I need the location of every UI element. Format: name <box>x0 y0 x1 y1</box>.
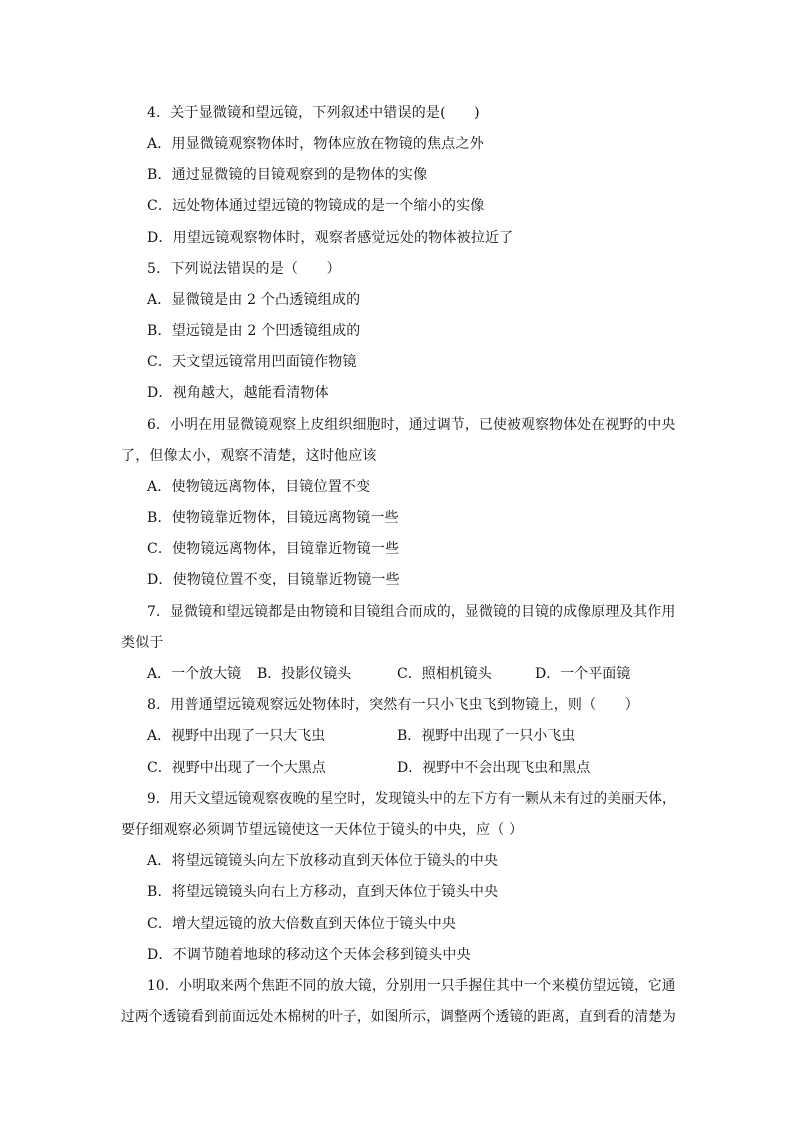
q4-stem: 4．关于显微镜和望远镜，下列叙述中错误的是( ) <box>147 105 480 121</box>
q8-option-c: C．视野中出现了一个大黑点 <box>147 760 326 776</box>
q4-option-b: B．通过显微镜的目镜观察到的是物体的实像 <box>147 167 428 183</box>
q7-option-c: C．照相机镜头 <box>397 666 492 682</box>
q10-stem-line2: 过两个透镜看到前面远处木棉树的叶子，如图所示，调整两个透镜的距离，直到看的清楚为 <box>121 1009 676 1025</box>
q4-option-a: A．用显微镜观察物体时，物体应放在物镜的焦点之外 <box>147 136 484 152</box>
q8-option-a: A．视野中出现了一只大飞虫 <box>147 728 326 744</box>
q7-option-d: D．一个平面镜 <box>535 666 631 682</box>
q9-option-b: B．将望远镜镜头向右上方移动，直到天体位于镜头中央 <box>147 884 499 900</box>
q7-option-b: B．投影仪镜头 <box>257 666 352 682</box>
q4-option-c: C．远处物体通过望远镜的物镜成的是一个缩小的实像 <box>147 198 485 214</box>
q6-option-d: D．使物镜位置不变，目镜靠近物镜一些 <box>147 572 400 588</box>
q6-stem-line2: 了，但像太小，观察不清楚，这时他应该 <box>121 448 377 464</box>
q8-option-b: B．视野中出现了一只小飞虫 <box>397 728 576 744</box>
q9-stem-line1: 9．用天文望远镜观察夜晚的星空时，发现镜头中的左下方有一颗从未有过的美丽天体， <box>147 791 676 807</box>
q5-option-b: B．望远镜是由 2 个凹透镜组成的 <box>147 323 361 339</box>
q5-option-c: C．天文望远镜常用凹面镜作物镜 <box>147 354 357 370</box>
q10-stem-line1: 10．小明取来两个焦距不同的放大镜，分别用一只手握住其中一个来模仿望远镜，它通 <box>147 978 676 994</box>
q8-stem: 8．用普通望远镜观察远处物体时，突然有一只小飞虫飞到物镜上，则（ ） <box>147 697 639 713</box>
q7-stem-line2: 类似于 <box>121 635 164 651</box>
q8-option-d: D．视野中不会出现飞虫和黑点 <box>397 760 591 776</box>
q6-option-c: C．使物镜远离物体，目镜靠近物镜一些 <box>147 541 400 557</box>
q5-stem: 5．下列说法错误的是（ ） <box>147 261 341 277</box>
q6-option-b: B．使物镜靠近物体，目镜远离物镜一些 <box>147 510 399 526</box>
q5-option-d: D．视角越大，越能看清物体 <box>147 385 329 401</box>
q9-option-d: D．不调节随着地球的移动这个天体会移到镜头中央 <box>147 947 471 963</box>
q7-option-a: A．一个放大镜 <box>147 666 242 682</box>
q7-stem-line1: 7．显微镜和望远镜都是由物镜和目镜组合而成的，显微镜的目镜的成像原理及其作用 <box>147 604 676 620</box>
q5-option-a: A．显微镜是由 2 个凸透镜组成的 <box>147 292 361 308</box>
q6-stem-line1: 6．小明在用显微镜观察上皮组织细胞时，通过调节，已使被观察物体处在视野的中央 <box>147 417 676 433</box>
q9-option-a: A．将望远镜镜头向左下放移动直到天体位于镜头的中央 <box>147 853 499 869</box>
q4-option-d: D．用望远镜观察物体时，观察者感觉远处的物体被拉近了 <box>147 230 514 246</box>
q6-option-a: A．使物镜远离物体，目镜位置不变 <box>147 479 371 495</box>
q9-stem-line2: 要仔细观察必须调节望远镜使这一天体位于镜头的中央，应（ ） <box>121 822 524 838</box>
q9-option-c: C．增大望远镜的放大倍数直到天体位于镜头中央 <box>147 916 457 932</box>
